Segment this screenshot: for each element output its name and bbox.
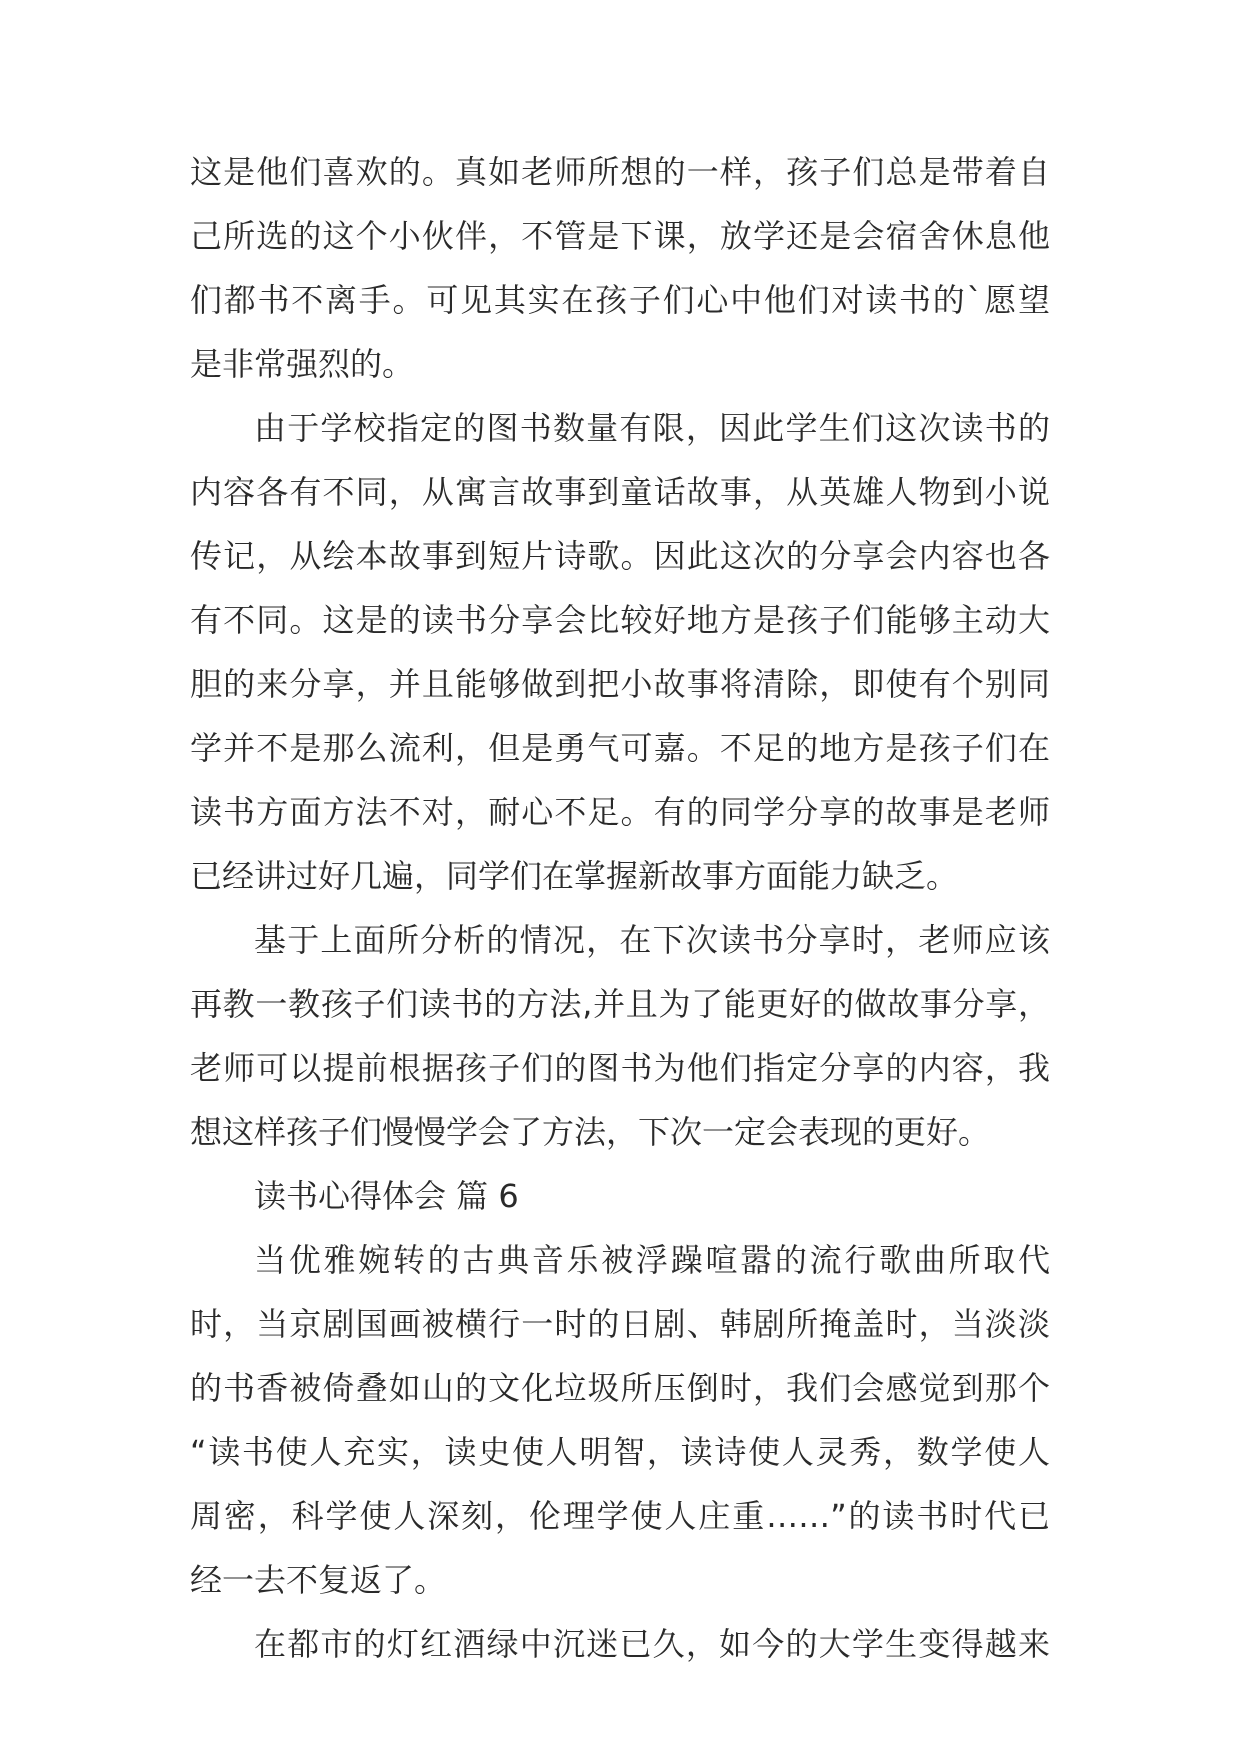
section-heading: 读书心得体会 篇 6 (254, 1177, 519, 1215)
paragraph-line: 已经讲过好几遍，同学们在掌握新故事方面能力缺乏。 (190, 857, 959, 895)
paragraph-line: 们都书不离手。可见其实在孩子们心中他们对读书的`愿望 (190, 281, 1050, 319)
paragraph-line: 这是他们喜欢的。真如老师所想的一样，孩子们总是带着自 (190, 153, 1050, 191)
paragraph-line: 是非常强烈的。 (190, 345, 415, 383)
paragraph-line: 当优雅婉转的古典音乐被浮躁喧嚣的流行歌曲所取代 (254, 1241, 1050, 1279)
paragraph-line: “读书使人充实，读史使人明智，读诗使人灵秀，数学使人 (190, 1433, 1050, 1471)
paragraph-line: 想这样孩子们慢慢学会了方法，下次一定会表现的更好。 (190, 1113, 991, 1151)
paragraph-line: 读书方面方法不对，耐心不足。有的同学分享的故事是老师 (190, 793, 1050, 831)
paragraph-line: 学并不是那么流利，但是勇气可嘉。不足的地方是孩子们在 (190, 729, 1050, 767)
paragraph-line: 老师可以提前根据孩子们的图书为他们指定分享的内容，我 (190, 1049, 1050, 1087)
paragraph-line: 时，当京剧国画被横行一时的日剧、韩剧所掩盖时，当淡淡 (190, 1305, 1050, 1343)
paragraph-line: 有不同。这是的读书分享会比较好地方是孩子们能够主动大 (190, 601, 1050, 639)
paragraph-line: 的书香被倚叠如山的文化垃圾所压倒时，我们会感觉到那个 (190, 1369, 1050, 1407)
paragraph-line: 内容各有不同，从寓言故事到童话故事，从英雄人物到小说 (190, 473, 1050, 511)
paragraph-line: 胆的来分享，并且能够做到把小故事将清除，即使有个别同 (190, 665, 1050, 703)
paragraph-line: 经一去不复返了。 (190, 1561, 447, 1599)
paragraph-line: 在都市的灯红酒绿中沉迷已久，如今的大学生变得越来 (254, 1625, 1050, 1663)
paragraph-line: 传记，从绘本故事到短片诗歌。因此这次的分享会内容也各 (190, 537, 1050, 575)
paragraph-line: 基于上面所分析的情况，在下次读书分享时，老师应该 (254, 921, 1050, 959)
paragraph-line: 由于学校指定的图书数量有限，因此学生们这次读书的 (254, 409, 1050, 447)
paragraph-line: 再教一教孩子们读书的方法,并且为了能更好的做故事分享， (190, 985, 1050, 1023)
paragraph-line: 周密，科学使人深刻，伦理学使人庄重……”的读书时代已 (190, 1497, 1050, 1535)
paragraph-line: 己所选的这个小伙伴，不管是下课，放学还是会宿舍休息他 (190, 217, 1050, 255)
